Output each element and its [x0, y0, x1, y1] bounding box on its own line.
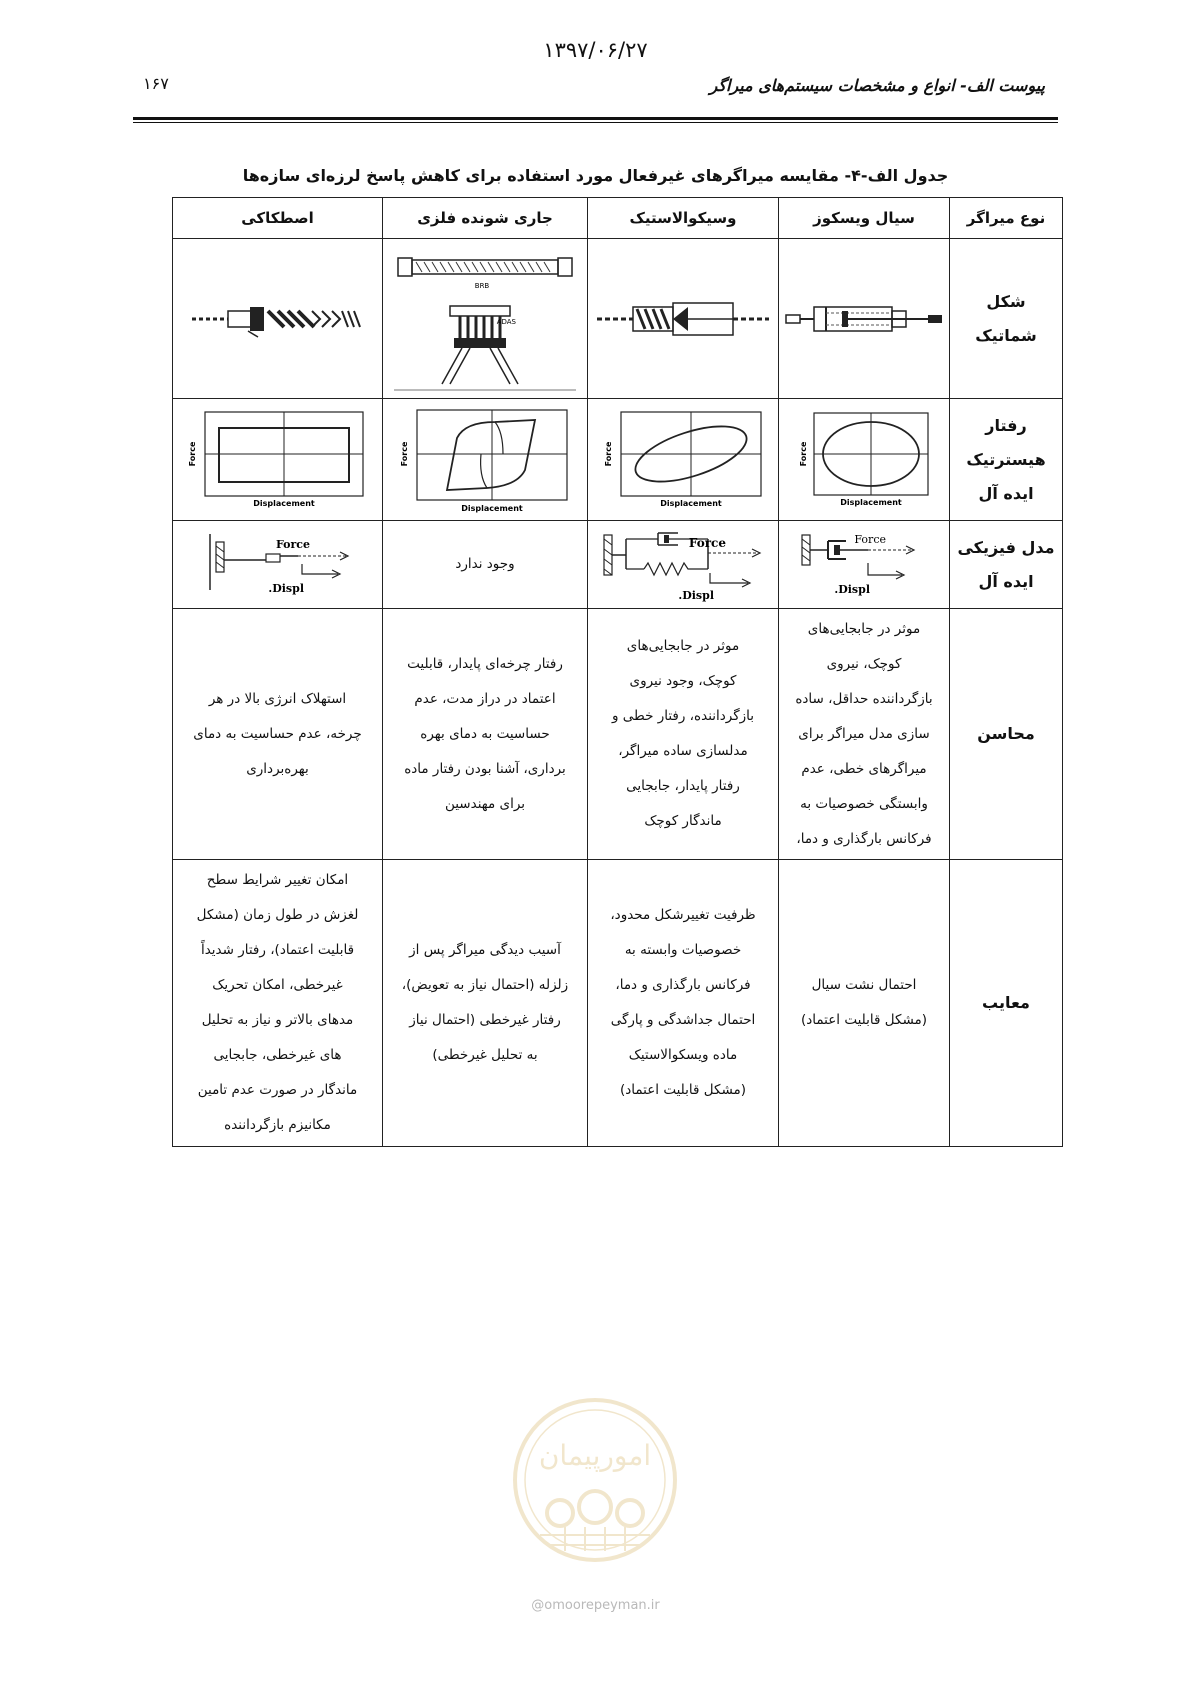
brb-label: BRB — [474, 281, 490, 290]
force-label: Force — [854, 532, 886, 546]
column-header: سیال ویسکوز — [779, 198, 950, 239]
friction-physical-model — [173, 521, 383, 609]
hysteresis-row — [173, 399, 1063, 521]
page-number: ۱۶۷ — [143, 74, 169, 93]
axis-label-force: Force — [400, 441, 409, 466]
fluid-viscous-disadvantages: احتمال نشت سیال (مشکل قابلیت اعتماد) — [779, 860, 950, 1147]
column-header: اصطکاکی — [173, 198, 383, 239]
friction-advantages: استهلاک انرژی بالا در هر چرخه، عدم حساسیت به دمای بهره‌برداری — [173, 609, 383, 860]
column-header: نوع میراگر — [950, 198, 1063, 239]
displ-label: Displ. — [834, 582, 870, 596]
row-label-physical-model: مدل فیزیکی ایده آل — [950, 521, 1063, 609]
axis-label-displacement: Displacement — [660, 498, 722, 508]
axis-label-force: Force — [187, 441, 197, 466]
force-label: Force — [688, 535, 726, 550]
axis-label-displacement: Displacement — [840, 498, 902, 507]
friction-disadvantages: امکان تغییر شرایط سطح لغزش در طول زمان (مشکل قابلیت اعتماد)، رفتار شدیداً غیرخطی، امکان تحریک مدهای بالاتر و نیاز به تحلیل های غیرخطی، جابجایی ماندگار در صورت عدم تامین مکانیزم بازگرداننده — [173, 860, 383, 1147]
displ-label: Displ. — [678, 588, 714, 602]
metallic-schematic — [383, 239, 588, 399]
metallic-disadvantages: آسیب دیدگی میراگر پس از زلزله (احتمال نیاز به تعویض)، رفتار غیرخطی (احتمال نیاز به تحلیل غیرخطی) — [383, 860, 588, 1147]
axis-label-force: Force — [799, 441, 808, 467]
row-label-advantages: محاسن — [950, 609, 1063, 860]
row-label-schematic: شکل شماتیک — [950, 239, 1063, 399]
table-caption: جدول الف-۴- مقایسه میراگرهای غیرفعال مورد استفاده برای کاهش پاسخ لرزه‌ای سازه‌ها — [242, 166, 949, 185]
viscoelastic-hysteresis — [588, 399, 779, 521]
axis-label-force: Force — [604, 441, 613, 466]
fluid-viscous-schematic — [779, 239, 950, 399]
damper-comparison-table — [172, 197, 1063, 1147]
document-date: ۱۳۹۷/۰۶/۲۷ — [543, 38, 648, 62]
friction-hysteresis — [173, 399, 383, 521]
schematic-row — [173, 239, 1063, 399]
advantages-row — [173, 609, 1063, 860]
viscoelastic-disadvantages: ظرفیت تغییرشکل محدود، خصوصیات وابسته به فرکانس بارگذاری و دما، احتمال جداشدگی و پارگی ماده ویسکوالاستیک (مشکل قابلیت اعتماد) — [588, 860, 779, 1147]
fluid-viscous-physical-model — [779, 521, 950, 609]
viscoelastic-physical-model — [588, 521, 779, 609]
displ-label: Displ. — [267, 581, 304, 595]
watermark-logo-text: امورپیمان — [538, 1439, 652, 1472]
physical-model-row — [173, 521, 1063, 609]
metallic-physical-model: وجود ندارد — [383, 521, 588, 609]
header-rule-thin — [133, 122, 1058, 123]
column-header: جاری شونده فلزی — [383, 198, 588, 239]
header-row — [173, 198, 1063, 239]
viscoelastic-schematic — [588, 239, 779, 399]
friction-schematic — [173, 239, 383, 399]
axis-label-displacement: Displacement — [461, 503, 523, 513]
header-rule-thick — [133, 117, 1058, 120]
running-title: پیوست الف- انواع و مشخصات سیستم‌های میراگر — [709, 76, 1045, 95]
metallic-hysteresis — [383, 399, 588, 521]
metallic-advantages: رفتار چرخه‌ای پایدار، قابلیت اعتماد در دراز مدت، عدم حساسیت به دمای بهره برداری، آشنا بودن رفتار ماده برای مهندسین — [383, 609, 588, 860]
watermark-site: @omoorepeyman.ir — [531, 1598, 660, 1613]
force-label: Force — [275, 537, 310, 551]
fluid-viscous-advantages: موثر در جابجایی‌های کوچک، نیروی بازگرداننده حداقل، ساده سازی مدل میراگر برای میراگرهای خطی، عدم وابستگی خصوصیات به فرکانس بارگذاری و دما، — [779, 609, 950, 860]
axis-label-displacement: Displacement — [252, 498, 315, 508]
column-header: وسیکوالاستیک — [588, 198, 779, 239]
row-label-hysteresis: رفتار هیسترتیک ایده آل — [950, 399, 1063, 521]
viscoelastic-advantages: موثر در جابجایی‌های کوچک، وجود نیروی بازگرداننده، رفتار خطی و مدلسازی ساده میراگر، رفتار پایدار، جابجایی ماندگار کوچک — [588, 609, 779, 860]
row-label-disadvantages: معایب — [950, 860, 1063, 1147]
disadvantages-row — [173, 860, 1063, 1147]
watermark-logo-icon — [510, 1395, 680, 1565]
fluid-viscous-hysteresis — [779, 399, 950, 521]
adas-label: ADAS — [496, 317, 516, 326]
